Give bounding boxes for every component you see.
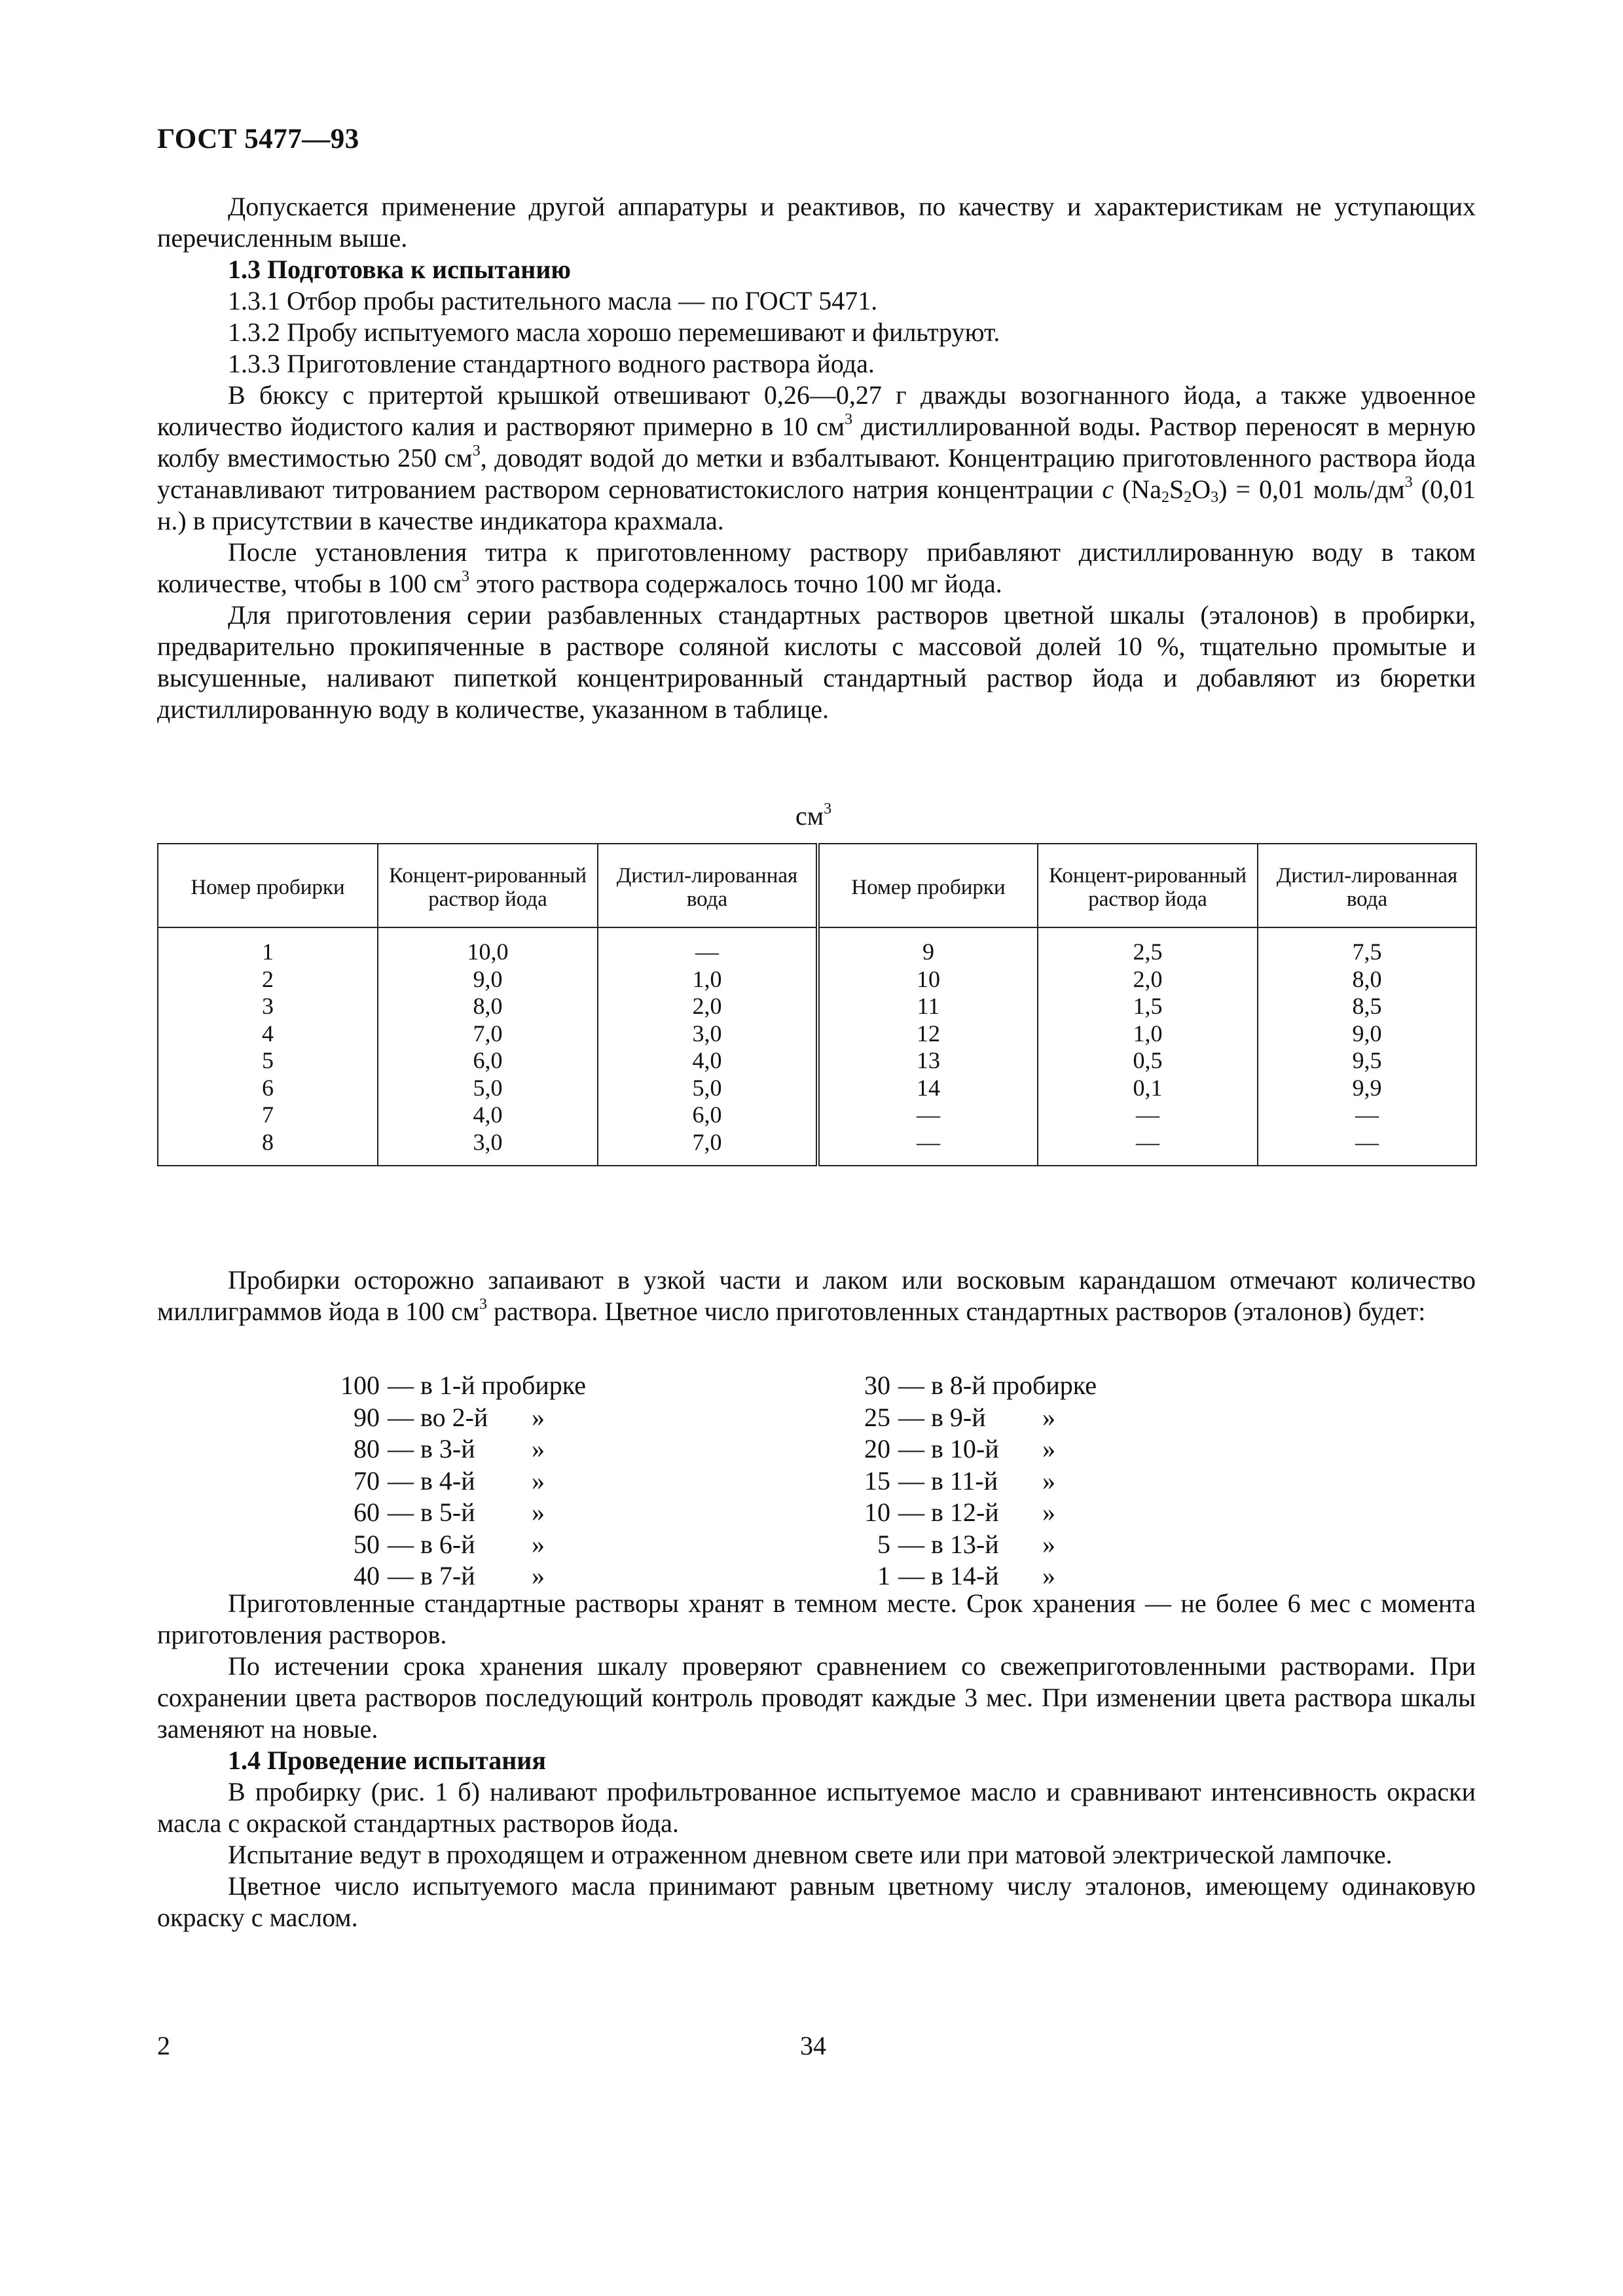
table-cell: 8 — [158, 1129, 378, 1166]
scale-tube: — в 3-й — [388, 1434, 475, 1463]
table-cell: 1 — [158, 927, 378, 966]
table-cell: 9 — [818, 927, 1038, 966]
table-cell: 10 — [818, 966, 1038, 994]
table-cell: 3,0 — [598, 1020, 818, 1048]
table-header-row — [158, 844, 1476, 927]
table-row — [158, 1047, 1476, 1075]
scale-value: 30 — [864, 1371, 890, 1400]
table-cell: 7,5 — [1258, 927, 1476, 966]
table-cell: 2 — [158, 966, 378, 994]
table-cell: 0,5 — [1038, 1047, 1258, 1075]
scale-tube: — в 1-й пробирке — [388, 1371, 586, 1400]
table-cell: 6 — [158, 1075, 378, 1102]
table-row — [158, 993, 1476, 1020]
paragraph-series: Для приготовления серии разбавленных стандартных растворов цветной шкалы (эталонов) в пробирки, предварительно прокипяченные в растворе соляной кислоты с массовой долей 10 %, тщательно промытые и высушенные, наливают пипеткой концентрированный стандартный раствор йода и добавляют из бюретки дистиллированную воду в количестве, указанном в таблице. — [157, 600, 1476, 724]
ditto-mark: » — [532, 1465, 545, 1496]
ditto-mark: » — [1042, 1465, 1055, 1496]
paragraph: По истечении срока хранения шкалу проверяют сравнением со свежеприготовленными растворами. При сохранении цвета растворов последующий контроль проводят каждые 3 мес. При изменении цвета раствора шкалы заменяют на новые. — [157, 1651, 1476, 1744]
ditto-mark: » — [1042, 1529, 1055, 1559]
table-cell: 7,0 — [598, 1129, 818, 1166]
table-row — [158, 966, 1476, 994]
table-cell: 9,9 — [1258, 1075, 1476, 1102]
scale-tube: — в 7-й — [388, 1561, 475, 1590]
column-header: Дистил-лированная вода — [598, 844, 818, 927]
table-cell: 0,1 — [1038, 1075, 1258, 1102]
scale-tube: — в 10-й — [898, 1434, 999, 1463]
scale-value: 50 — [354, 1529, 380, 1559]
table-cell: — — [1258, 1102, 1476, 1129]
table-cell: — — [818, 1129, 1038, 1166]
table-row — [158, 1102, 1476, 1129]
paragraph: Приготовленные стандартные растворы хранят в темном месте. Срок хранения — не более 6 мес с момента приготовления растворов. — [157, 1588, 1476, 1649]
scale-value: 90 — [354, 1402, 380, 1432]
section-heading: 1.3 Подготовка к испытанию — [228, 255, 571, 284]
scale-tube: — в 14-й — [898, 1561, 999, 1590]
column-header: Номер пробирки — [818, 844, 1038, 927]
scale-value: 5 — [877, 1529, 890, 1559]
table-row — [158, 1075, 1476, 1102]
scale-value: 25 — [864, 1402, 890, 1432]
paragraph: В пробирку (рис. 1 б) наливают профильтрованное испытуемое масло и сравнивают интенсивность окраски масла с окраской стандартных растворов йода. — [157, 1777, 1476, 1838]
ditto-mark: » — [1042, 1402, 1055, 1432]
scale-tube: — в 8-й пробирке — [898, 1371, 1097, 1400]
table-cell: 2,0 — [1038, 966, 1258, 994]
scale-tube: — в 13-й — [898, 1529, 999, 1559]
document-header: ГОСТ 5477—93 — [157, 124, 359, 154]
paragraph-iodine: В бюксу с притертой крышкой отвешивают 0,26—0,27 г дважды возогнанного йода, а также удвоенное количество йодистого калия и растворяют примерно в 10 $см^3$ дистиллированной воды. Раствор переносят в мерную колбу вместимостью 250 $см^3$, доводят водой до метки и взбалтывают. Концентрацию приготовленного раствора йода устанавливают титрованием раствором серноватистокислого натрия концентрации c $(Na_2S_2O_3) = 0,01$ моль/$дм^3$ (0,01 н.) в присутствии в качестве индикатора крахмала. — [157, 380, 1476, 535]
scale-value: 100 — [340, 1371, 380, 1400]
ditto-mark: » — [1042, 1434, 1055, 1463]
table-cell: 8,5 — [1258, 993, 1476, 1020]
scale-tube: — в 9-й — [898, 1402, 986, 1432]
ditto-mark: » — [532, 1561, 545, 1590]
paragraph: 1.3.2 Пробу испытуемого масла хорошо перемешивают и фильтруют. — [228, 317, 1000, 347]
table-cell: 5,0 — [598, 1075, 818, 1102]
scale-value: 1 — [877, 1561, 890, 1590]
table-row — [158, 1020, 1476, 1048]
paragraph: 1.3.3 Приготовление стандартного водного раствора йода. — [228, 349, 875, 378]
table-cell: 2,0 — [598, 993, 818, 1020]
paragraph: 1.3.1 Отбор пробы растительного масла — по ГОСТ 5471. — [228, 286, 878, 315]
table-cell: 1,0 — [1038, 1020, 1258, 1048]
ditto-mark: » — [532, 1434, 545, 1463]
closing-body — [157, 1588, 1476, 1933]
column-header: Номер пробирки — [158, 844, 378, 927]
scale-value: 15 — [864, 1465, 890, 1496]
column-header: Концент-рированный раствор йода — [1038, 844, 1258, 927]
table-cell: — — [1038, 1102, 1258, 1129]
table-cell: — — [818, 1102, 1038, 1129]
section-heading: 1.4 Проведение испытания — [228, 1746, 546, 1775]
column-header: Дистил-лированная вода — [1258, 844, 1476, 927]
table-cell: 3,0 — [378, 1129, 598, 1166]
scale-tube: — в 4-й — [388, 1465, 475, 1496]
ditto-mark: » — [532, 1498, 545, 1527]
table-cell: 8,0 — [1258, 966, 1476, 994]
table-cell: 4,0 — [378, 1102, 598, 1129]
table-cell: 7,0 — [378, 1020, 598, 1048]
table-unit: $см^3$ — [795, 800, 832, 831]
table-row — [158, 927, 1476, 966]
paragraph-seal: Пробирки осторожно запаивают в узкой части и лаком или восковым карандашом отмечают количество миллиграммов йода в 100 $см^3$ раствора. Цветное число приготовленных стандартных растворов (эталонов) будет: — [157, 1265, 1476, 1326]
scale-value: 40 — [354, 1561, 380, 1590]
ditto-mark: » — [532, 1529, 545, 1559]
scale-tube: — в 12-й — [898, 1498, 999, 1527]
table-cell: — — [1038, 1129, 1258, 1166]
ditto-mark: » — [1042, 1561, 1055, 1590]
table-cell: 1,5 — [1038, 993, 1258, 1020]
table-cell: 5,0 — [378, 1075, 598, 1102]
paragraph: Испытание ведут в проходящем и отраженном дневном свете или при матовой электрической лампочке. — [228, 1840, 1393, 1869]
table-cell: 8,0 — [378, 993, 598, 1020]
scale-value: 60 — [354, 1498, 380, 1527]
table-cell: 5 — [158, 1047, 378, 1075]
table-cell: — — [1258, 1129, 1476, 1166]
scale-tube: — в 5-й — [388, 1498, 475, 1527]
table-cell: 6,0 — [598, 1102, 818, 1129]
table-row — [158, 1129, 1476, 1166]
paragraph-seal-block — [157, 1265, 1476, 1327]
page-number-center: 34 — [800, 2031, 826, 2060]
table-cell: 2,5 — [1038, 927, 1258, 966]
table-cell: 9,5 — [1258, 1047, 1476, 1075]
paragraph-titer: После установления титра к приготовленному раствору прибавляют дистиллированную воду в таком количестве, чтобы в 100 $см^3$ этого раствора содержалось точно 100 мг йода. — [157, 537, 1476, 598]
scale-tube: — в 11-й — [898, 1465, 998, 1496]
column-header: Концент-рированный раствор йода — [378, 844, 598, 927]
table-cell: 9,0 — [378, 966, 598, 994]
table-cell: 1,0 — [598, 966, 818, 994]
table-cell: — — [598, 927, 818, 966]
paragraph: Цветное число испытуемого масла принимают равным цветному числу эталонов, имеющему одинаковую окраску с маслом. — [157, 1871, 1476, 1932]
page-number-left: 2 — [157, 2031, 170, 2060]
table-cell: 6,0 — [378, 1047, 598, 1075]
table-cell: 10,0 — [378, 927, 598, 966]
paragraph: Допускается применение другой аппаратуры и реактивов, по качеству и характеристикам не уступающих перечисленным выше. — [157, 192, 1476, 253]
table-cell: 11 — [818, 993, 1038, 1020]
dilution-table — [157, 843, 1477, 1166]
scale-value: 10 — [864, 1498, 890, 1527]
table-cell: 3 — [158, 993, 378, 1020]
scale-value: 80 — [354, 1434, 380, 1463]
table-cell: 4 — [158, 1020, 378, 1048]
table-cell: 12 — [818, 1020, 1038, 1048]
scale-value: 20 — [864, 1434, 890, 1463]
ditto-mark: » — [532, 1402, 545, 1432]
table-cell: 7 — [158, 1102, 378, 1129]
scale-value: 70 — [354, 1465, 380, 1496]
scale-tube: — во 2-й — [388, 1402, 488, 1432]
scale-tube: — в 6-й — [388, 1529, 475, 1559]
table-cell: 9,0 — [1258, 1020, 1476, 1048]
table-cell: 13 — [818, 1047, 1038, 1075]
section-body — [157, 191, 1476, 725]
ditto-mark: » — [1042, 1498, 1055, 1527]
table-cell: 14 — [818, 1075, 1038, 1102]
table-cell: 4,0 — [598, 1047, 818, 1075]
